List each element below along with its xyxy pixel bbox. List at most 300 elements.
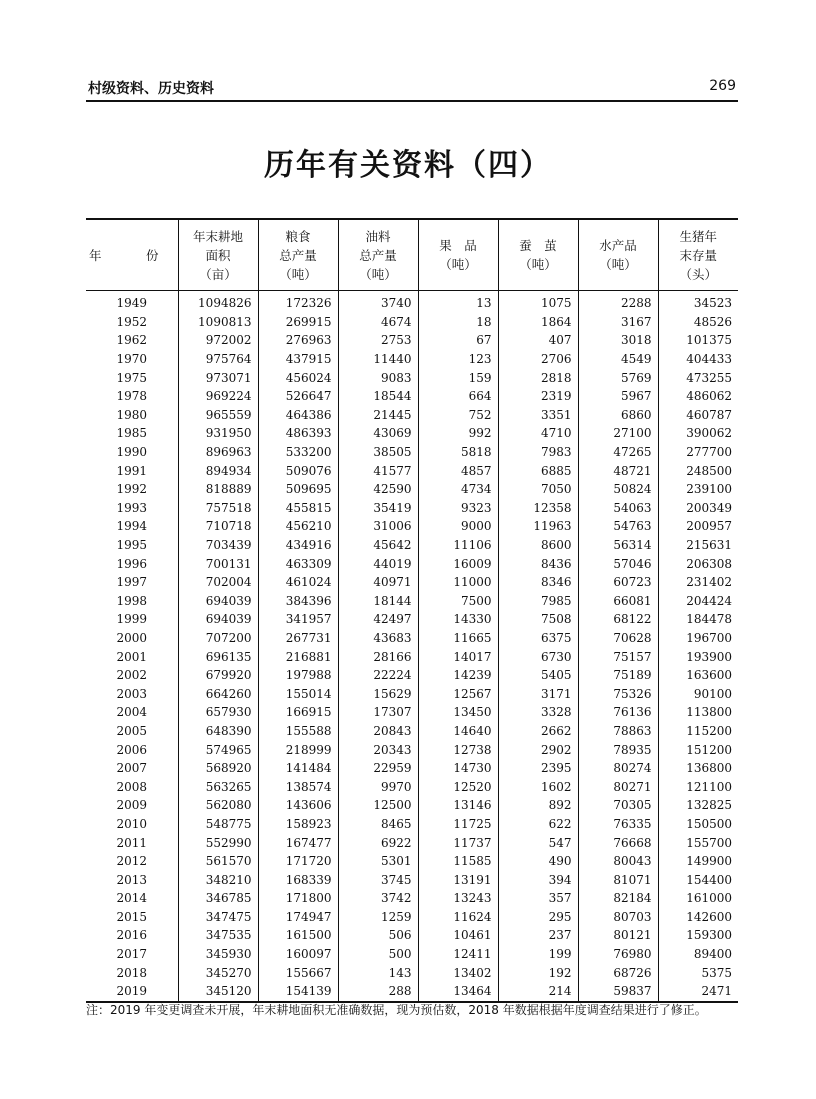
farmland-cell: 894934 [178,461,258,480]
hog-cell: 206308 [658,554,738,573]
farmland-cell: 348210 [178,870,258,889]
hog-cell: 121100 [658,777,738,796]
hog-cell: 184478 [658,610,738,629]
grain-cell: 341957 [258,610,338,629]
cocoon-cell: 622 [498,815,578,834]
farmland-cell: 563265 [178,777,258,796]
farmland-cell: 975764 [178,350,258,369]
aquatic-cell: 3167 [578,313,658,332]
table-row [86,833,738,852]
table-row [86,684,738,703]
farmland-cell: 965559 [178,406,258,425]
hog-cell: 90100 [658,684,738,703]
table-row [86,870,738,889]
farmland-cell: 931950 [178,424,258,443]
hog-cell: 48526 [658,313,738,332]
year-cell: 2003 [116,686,148,701]
cocoon-cell: 2818 [498,368,578,387]
cocoon-cell: 295 [498,908,578,927]
grain-cell: 464386 [258,406,338,425]
fruit-cell: 13402 [418,963,498,982]
farmland-cell: 707200 [178,629,258,648]
header-hog-stock: 生猪年 末存量 （头） [658,219,738,291]
table-row [86,406,738,425]
cocoon-cell: 2319 [498,387,578,406]
oil-cell: 22224 [338,666,418,685]
oil-cell: 40971 [338,573,418,592]
year-cell: 1993 [116,500,148,515]
grain-cell: 155667 [258,963,338,982]
oil-cell: 22959 [338,759,418,778]
table-row [86,291,738,313]
hog-cell: 200349 [658,499,738,518]
oil-cell: 3740 [338,291,418,313]
aquatic-cell: 81071 [578,870,658,889]
hog-cell: 136800 [658,759,738,778]
cocoon-cell: 7985 [498,592,578,611]
farmland-cell: 574965 [178,740,258,759]
hog-cell: 231402 [658,573,738,592]
year-cell: 2018 [116,965,148,980]
fruit-cell: 18 [418,313,498,332]
aquatic-cell: 76980 [578,945,658,964]
farmland-cell: 973071 [178,368,258,387]
oil-cell: 21445 [338,406,418,425]
hog-cell: 215631 [658,536,738,555]
grain-cell: 216881 [258,647,338,666]
table-row [86,759,738,778]
hog-cell: 239100 [658,480,738,499]
grain-cell: 456210 [258,517,338,536]
farmland-cell: 568920 [178,759,258,778]
table-row [86,666,738,685]
aquatic-cell: 6860 [578,406,658,425]
aquatic-cell: 75189 [578,666,658,685]
grain-cell: 463309 [258,554,338,573]
table-row [86,610,738,629]
fruit-cell: 159 [418,368,498,387]
oil-cell: 143 [338,963,418,982]
cocoon-cell: 11963 [498,517,578,536]
fruit-cell: 14330 [418,610,498,629]
oil-cell: 20843 [338,722,418,741]
fruit-cell: 12520 [418,777,498,796]
aquatic-cell: 80121 [578,926,658,945]
year-cell: 1991 [116,463,148,478]
oil-cell: 4674 [338,313,418,332]
aquatic-cell: 80043 [578,852,658,871]
oil-cell: 6922 [338,833,418,852]
grain-cell: 461024 [258,573,338,592]
oil-cell: 288 [338,982,418,1002]
year-cell: 1997 [116,575,148,590]
table-row [86,852,738,871]
grain-cell: 171720 [258,852,338,871]
hog-cell: 115200 [658,722,738,741]
cocoon-cell: 6375 [498,629,578,648]
aquatic-cell: 80703 [578,908,658,927]
oil-cell: 18144 [338,592,418,611]
farmland-cell: 561570 [178,852,258,871]
hog-cell: 5375 [658,963,738,982]
year-cell: 1949 [116,296,148,311]
aquatic-cell: 76136 [578,703,658,722]
year-cell: 2004 [116,705,148,720]
farmland-cell: 552990 [178,833,258,852]
grain-cell: 509076 [258,461,338,480]
grain-cell: 455815 [258,499,338,518]
farmland-cell: 562080 [178,796,258,815]
hog-cell: 204424 [658,592,738,611]
year-cell: 2000 [116,630,148,645]
cocoon-cell: 8436 [498,554,578,573]
aquatic-cell: 5769 [578,368,658,387]
oil-cell: 500 [338,945,418,964]
grain-cell: 269915 [258,313,338,332]
year-cell: 2009 [116,798,148,813]
hog-cell: 89400 [658,945,738,964]
year-cell: 2007 [116,761,148,776]
aquatic-cell: 48721 [578,461,658,480]
hog-cell: 486062 [658,387,738,406]
cocoon-cell: 6885 [498,461,578,480]
farmland-cell: 347535 [178,926,258,945]
cocoon-cell: 407 [498,331,578,350]
cocoon-cell: 2902 [498,740,578,759]
grain-cell: 171800 [258,889,338,908]
farmland-cell: 648390 [178,722,258,741]
cocoon-cell: 237 [498,926,578,945]
table-row [86,554,738,573]
table-row [86,592,738,611]
fruit-cell: 11106 [418,536,498,555]
farmland-cell: 710718 [178,517,258,536]
grain-cell: 155014 [258,684,338,703]
hog-cell: 151200 [658,740,738,759]
fruit-cell: 11000 [418,573,498,592]
year-cell: 2015 [116,909,148,924]
hog-cell: 248500 [658,461,738,480]
table-row [86,499,738,518]
cocoon-cell: 490 [498,852,578,871]
fruit-cell: 12567 [418,684,498,703]
running-head [86,76,738,102]
hog-cell: 149900 [658,852,738,871]
table-row [86,517,738,536]
fruit-cell: 16009 [418,554,498,573]
grain-cell: 437915 [258,350,338,369]
farmland-cell: 896963 [178,443,258,462]
year-cell: 1970 [116,352,148,367]
fruit-cell: 13243 [418,889,498,908]
aquatic-cell: 56314 [578,536,658,555]
farmland-cell: 818889 [178,480,258,499]
year-cell: 1980 [116,407,148,422]
grain-cell: 456024 [258,368,338,387]
year-cell: 1998 [116,593,148,608]
year-cell: 2001 [116,649,148,664]
header-aquatic-products: 水产品 （吨） [578,219,658,291]
cocoon-cell: 214 [498,982,578,1002]
fruit-cell: 14640 [418,722,498,741]
cocoon-cell: 3328 [498,703,578,722]
oil-cell: 2753 [338,331,418,350]
fruit-cell: 9000 [418,517,498,536]
fruit-cell: 13450 [418,703,498,722]
table-row [86,573,738,592]
table-row [86,647,738,666]
aquatic-cell: 4549 [578,350,658,369]
grain-cell: 434916 [258,536,338,555]
farmland-cell: 694039 [178,592,258,611]
cocoon-cell: 6730 [498,647,578,666]
oil-cell: 12500 [338,796,418,815]
fruit-cell: 11665 [418,629,498,648]
oil-cell: 11440 [338,350,418,369]
fruit-cell: 11585 [418,852,498,871]
fruit-cell: 10461 [418,926,498,945]
cocoon-cell: 892 [498,796,578,815]
table-row [86,796,738,815]
grain-cell: 161500 [258,926,338,945]
farmland-cell: 972002 [178,331,258,350]
oil-cell: 506 [338,926,418,945]
aquatic-cell: 3018 [578,331,658,350]
table-row [86,926,738,945]
farmland-cell: 346785 [178,889,258,908]
aquatic-cell: 5967 [578,387,658,406]
farmland-cell: 657930 [178,703,258,722]
fruit-cell: 14730 [418,759,498,778]
farmland-cell: 694039 [178,610,258,629]
farmland-cell: 1090813 [178,313,258,332]
cocoon-cell: 8600 [498,536,578,555]
year-cell: 1999 [116,612,148,627]
table-row [86,350,738,369]
farmland-cell: 757518 [178,499,258,518]
year-cell: 1985 [116,426,148,441]
year-cell: 1978 [116,389,148,404]
hog-cell: 159300 [658,926,738,945]
aquatic-cell: 59837 [578,982,658,1002]
year-cell: 1995 [116,538,148,553]
fruit-cell: 4857 [418,461,498,480]
grain-cell: 154139 [258,982,338,1002]
farmland-cell: 696135 [178,647,258,666]
page-title: 历年有关资料（四） [264,148,552,183]
grain-cell: 267731 [258,629,338,648]
farmland-cell: 664260 [178,684,258,703]
grain-cell: 167477 [258,833,338,852]
oil-cell: 18544 [338,387,418,406]
aquatic-cell: 2288 [578,291,658,313]
grain-cell: 509695 [258,480,338,499]
oil-cell: 3745 [338,870,418,889]
year-cell: 2016 [116,928,148,943]
table-row [86,368,738,387]
hog-cell: 2471 [658,982,738,1002]
aquatic-cell: 70628 [578,629,658,648]
hog-cell: 404433 [658,350,738,369]
oil-cell: 41577 [338,461,418,480]
hog-cell: 155700 [658,833,738,852]
hog-cell: 101375 [658,331,738,350]
fruit-cell: 12411 [418,945,498,964]
farmland-cell: 702004 [178,573,258,592]
grain-cell: 141484 [258,759,338,778]
hog-cell: 277700 [658,443,738,462]
hog-cell: 150500 [658,815,738,834]
grain-cell: 197988 [258,666,338,685]
farmland-cell: 548775 [178,815,258,834]
grain-cell: 384396 [258,592,338,611]
cocoon-cell: 4710 [498,424,578,443]
table-body [86,291,738,1002]
oil-cell: 20343 [338,740,418,759]
cocoon-cell: 7508 [498,610,578,629]
cocoon-cell: 5405 [498,666,578,685]
fruit-cell: 13464 [418,982,498,1002]
fruit-cell: 123 [418,350,498,369]
hog-cell: 154400 [658,870,738,889]
page-number: 269 [709,78,736,94]
cocoon-cell: 3171 [498,684,578,703]
table-row [86,480,738,499]
aquatic-cell: 66081 [578,592,658,611]
table-row [86,313,738,332]
table-row [86,889,738,908]
year-cell: 2010 [116,816,148,831]
fruit-cell: 67 [418,331,498,350]
aquatic-cell: 75157 [578,647,658,666]
oil-cell: 3742 [338,889,418,908]
oil-cell: 44019 [338,554,418,573]
hog-cell: 113800 [658,703,738,722]
hog-cell: 193900 [658,647,738,666]
fruit-cell: 752 [418,406,498,425]
oil-cell: 8465 [338,815,418,834]
header-silkworm-cocoons: 蚕 茧 （吨） [498,219,578,291]
oil-cell: 5301 [338,852,418,871]
header-fruit: 果 品 （吨） [418,219,498,291]
cocoon-cell: 192 [498,963,578,982]
table-row [86,536,738,555]
grain-cell: 160097 [258,945,338,964]
fruit-cell: 9323 [418,499,498,518]
aquatic-cell: 78935 [578,740,658,759]
table-row [86,629,738,648]
farmland-cell: 703439 [178,536,258,555]
farmland-cell: 345270 [178,963,258,982]
hog-cell: 142600 [658,908,738,927]
fruit-cell: 11737 [418,833,498,852]
grain-cell: 172326 [258,291,338,313]
hog-cell: 200957 [658,517,738,536]
fruit-cell: 14239 [418,666,498,685]
table-header-row [86,219,738,291]
oil-cell: 42590 [338,480,418,499]
year-cell: 1992 [116,482,148,497]
oil-cell: 43683 [338,629,418,648]
oil-cell: 43069 [338,424,418,443]
grain-cell: 166915 [258,703,338,722]
hog-cell: 473255 [658,368,738,387]
aquatic-cell: 68726 [578,963,658,982]
table-row [86,777,738,796]
grain-cell: 168339 [258,870,338,889]
oil-cell: 31006 [338,517,418,536]
fruit-cell: 11725 [418,815,498,834]
fruit-cell: 13191 [418,870,498,889]
table-row [86,740,738,759]
oil-cell: 38505 [338,443,418,462]
header-farmland-area: 年末耕地 面积 （亩） [178,219,258,291]
aquatic-cell: 68122 [578,610,658,629]
oil-cell: 45642 [338,536,418,555]
section-title: 村级资料、历史资料 [88,81,214,97]
cocoon-cell: 12358 [498,499,578,518]
grain-cell: 486393 [258,424,338,443]
hog-cell: 196700 [658,629,738,648]
fruit-cell: 14017 [418,647,498,666]
farmland-cell: 345120 [178,982,258,1002]
fruit-cell: 5818 [418,443,498,462]
aquatic-cell: 76335 [578,815,658,834]
year-cell: 2002 [116,668,148,683]
year-cell: 2014 [116,891,148,906]
header-grain-output: 粮食 总产量 （吨） [258,219,338,291]
cocoon-cell: 1602 [498,777,578,796]
grain-cell: 218999 [258,740,338,759]
fruit-cell: 7500 [418,592,498,611]
aquatic-cell: 54763 [578,517,658,536]
aquatic-cell: 47265 [578,443,658,462]
aquatic-cell: 60723 [578,573,658,592]
hog-cell: 163600 [658,666,738,685]
table-row [86,982,738,1002]
hog-cell: 390062 [658,424,738,443]
hog-cell: 460787 [658,406,738,425]
grain-cell: 155588 [258,722,338,741]
table-row [86,815,738,834]
table-row [86,963,738,982]
aquatic-cell: 80274 [578,759,658,778]
table-row [86,331,738,350]
aquatic-cell: 70305 [578,796,658,815]
aquatic-cell: 50824 [578,480,658,499]
fruit-cell: 664 [418,387,498,406]
farmland-cell: 345930 [178,945,258,964]
oil-cell: 9083 [338,368,418,387]
fruit-cell: 4734 [418,480,498,499]
year-cell: 1952 [116,314,148,329]
aquatic-cell: 76668 [578,833,658,852]
year-cell: 1990 [116,445,148,460]
table-row [86,703,738,722]
grain-cell: 174947 [258,908,338,927]
fruit-cell: 12738 [418,740,498,759]
cocoon-cell: 2706 [498,350,578,369]
oil-cell: 15629 [338,684,418,703]
farmland-cell: 700131 [178,554,258,573]
cocoon-cell: 1864 [498,313,578,332]
year-cell: 2005 [116,723,148,738]
grain-cell: 158923 [258,815,338,834]
cocoon-cell: 7050 [498,480,578,499]
cocoon-cell: 394 [498,870,578,889]
table-row [86,461,738,480]
aquatic-cell: 57046 [578,554,658,573]
